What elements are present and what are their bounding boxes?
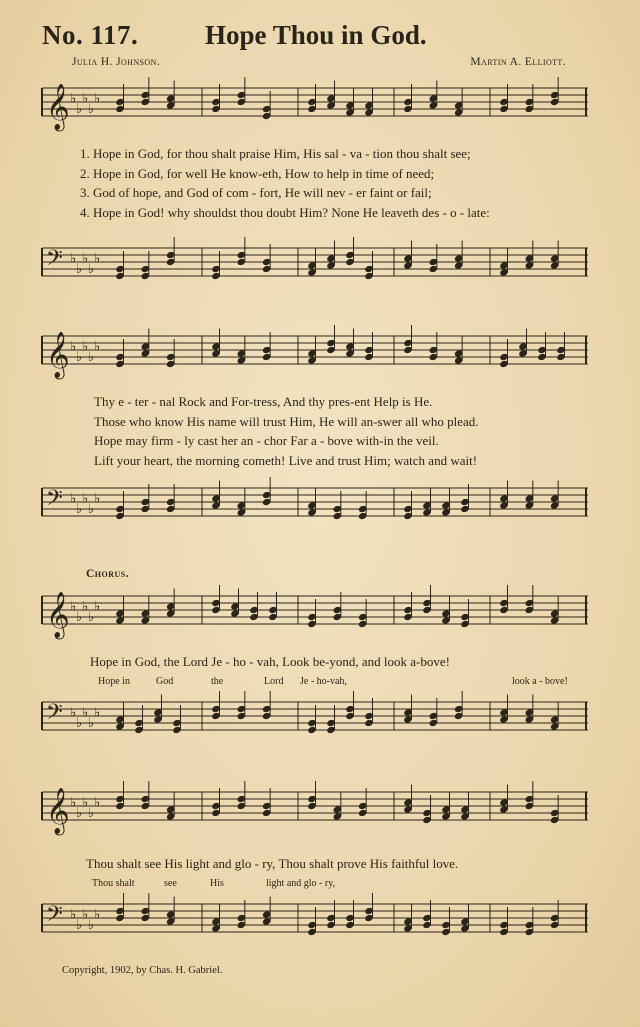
- flat-icon: ♭: [82, 91, 89, 107]
- bass-word: His: [210, 878, 224, 889]
- staff-engraving: [36, 590, 592, 642]
- treble-clef-icon: 𝄞: [46, 84, 70, 130]
- chorus-label: Chorus.: [86, 568, 130, 580]
- lyric-line-4: Lift your heart, the morning cometh! Live and trust Him; watch and wait!: [94, 452, 478, 468]
- flat-icon: ♭: [76, 806, 83, 821]
- flat-icon: ♭: [82, 907, 89, 923]
- staff-engraving: [36, 242, 592, 294]
- lyricist-credit: Julia H. Johnson.: [72, 56, 160, 68]
- lyric-line-3: 3. God of hope, and God of com - fort, He will nev - er faint or fail;: [80, 185, 432, 200]
- flat-icon: ♭: [82, 339, 89, 355]
- flat-icon: ♭: [70, 491, 77, 507]
- flat-icon: ♭: [70, 91, 77, 107]
- staff-engraving: [36, 330, 592, 382]
- treble-staff: [36, 590, 592, 638]
- bass-word: look a - bove!: [512, 676, 568, 687]
- flat-icon: ♭: [94, 907, 101, 923]
- lyric-line-2: Those who know His name will trust Him, He will an-swer all who plead.: [94, 413, 479, 429]
- bass-word: Lord: [264, 676, 284, 687]
- flat-icon: ♭: [70, 907, 77, 923]
- flat-icon: ♭: [70, 251, 77, 267]
- verse-lyrics: [80, 144, 636, 222]
- flat-icon: ♭: [88, 502, 95, 517]
- bass-word: Hope in: [98, 676, 130, 687]
- lyric-line-2: 2. Hope in God, for well He know-eth, How to help in time of need;: [80, 165, 435, 181]
- staff-engraving: [36, 482, 592, 534]
- bass-clef-icon: 𝄢: [46, 700, 63, 730]
- flat-icon: ♭: [76, 610, 83, 625]
- treble-staff: [36, 786, 592, 834]
- flat-icon: ♭: [88, 262, 95, 277]
- flat-icon: ♭: [88, 716, 95, 731]
- flat-icon: ♭: [94, 491, 101, 507]
- bass-word: the: [211, 676, 224, 687]
- treble-clef-icon: 𝄞: [46, 332, 70, 378]
- hymn-title: Hope Thou in God.: [205, 20, 427, 50]
- flat-icon: ♭: [88, 102, 95, 117]
- flat-icon: ♭: [82, 599, 89, 615]
- hymn-number: No. 117.: [42, 20, 139, 50]
- copyright-notice: Copyright, 1902, by Chas. H. Gabriel.: [62, 965, 223, 976]
- flat-icon: ♭: [88, 806, 95, 821]
- verse-lyrics: [94, 392, 640, 470]
- chorus-lyric-main: Thou shalt see His light and glo - ry, Thou shalt prove His faithful love.: [86, 856, 459, 871]
- flat-icon: ♭: [94, 795, 101, 811]
- bass-clef-icon: 𝄢: [46, 486, 63, 516]
- lyric-line-1: 1. Hope in God, for thou shalt praise Him, His sal - va - tion thou shalt see;: [80, 146, 471, 161]
- treble-staff: [36, 330, 592, 378]
- flat-icon: ♭: [82, 251, 89, 267]
- flat-icon: ♭: [76, 502, 83, 517]
- chorus-lyrics: [86, 854, 640, 874]
- treble-clef-icon: 𝄞: [46, 592, 70, 638]
- bass-staff: [36, 242, 592, 282]
- staff-engraving: [36, 82, 592, 134]
- flat-icon: ♭: [82, 795, 89, 811]
- flat-icon: ♭: [88, 610, 95, 625]
- flat-icon: ♭: [82, 705, 89, 721]
- bass-clef-icon: 𝄢: [46, 246, 63, 276]
- treble-staff: [36, 82, 592, 130]
- flat-icon: ♭: [94, 599, 101, 615]
- flat-icon: ♭: [76, 918, 83, 933]
- chorus-lyric-main: Hope in God, the Lord Je - ho - vah, Look be-yond, and look a-bove!: [90, 654, 450, 669]
- bass-word: God: [156, 676, 174, 687]
- flat-icon: ♭: [94, 705, 101, 721]
- composer-credit: Martin A. Elliott.: [470, 56, 566, 68]
- bass-word: see: [164, 878, 177, 889]
- lyric-line-4: 4. Hope in God! why shouldst thou doubt Him? None He leaveth des - o - late:: [80, 204, 490, 220]
- lyric-line-3: Hope may firm - ly cast her an - chor Far a - bove with-in the veil.: [94, 433, 439, 448]
- bass-staff: [36, 898, 592, 938]
- bass-staff: [36, 696, 592, 736]
- bass-word: Thou shalt: [92, 878, 135, 889]
- flat-icon: ♭: [70, 795, 77, 811]
- treble-clef-icon: 𝄞: [46, 788, 70, 834]
- flat-icon: ♭: [76, 350, 83, 365]
- flat-icon: ♭: [76, 716, 83, 731]
- flat-icon: ♭: [94, 251, 101, 267]
- lyric-line-1: Thy e - ter - nal Rock and For-tress, And thy pres-ent Help is He.: [94, 394, 433, 409]
- bass-staff: [36, 482, 592, 522]
- bass-clef-icon: 𝄢: [46, 902, 63, 932]
- flat-icon: ♭: [70, 339, 77, 355]
- flat-icon: ♭: [70, 599, 77, 615]
- flat-icon: ♭: [82, 491, 89, 507]
- flat-icon: ♭: [88, 350, 95, 365]
- bass-word: Je - ho-vah,: [300, 676, 347, 687]
- flat-icon: ♭: [70, 705, 77, 721]
- chorus-bass-words: [92, 874, 640, 888]
- staff-engraving: [36, 898, 592, 950]
- staff-engraving: [36, 786, 592, 838]
- flat-icon: ♭: [76, 262, 83, 277]
- flat-icon: ♭: [94, 339, 101, 355]
- bass-word: light and glo - ry,: [266, 878, 336, 889]
- chorus-lyrics: [90, 652, 640, 672]
- flat-icon: ♭: [88, 918, 95, 933]
- chorus-bass-words: [98, 672, 640, 686]
- flat-icon: ♭: [76, 102, 83, 117]
- staff-engraving: [36, 696, 592, 748]
- flat-icon: ♭: [94, 91, 101, 107]
